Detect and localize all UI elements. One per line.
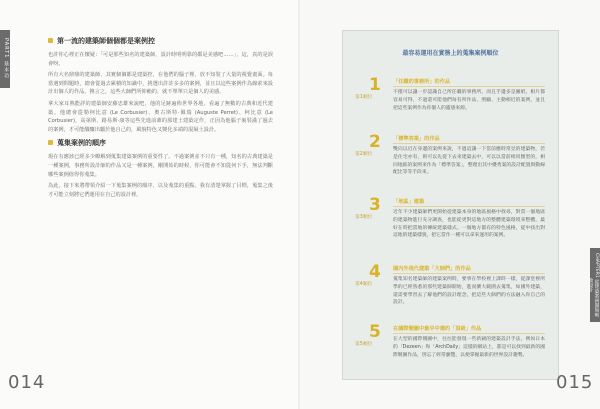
ranking-item: [343, 76, 558, 132]
section-title: 第一流的建築師個個都是案例控: [57, 37, 155, 45]
left-page-tab-text: PART1 基本功: [3, 38, 9, 80]
ranking-item: [343, 133, 558, 189]
rank-heading: 國內外現代建築「大師們」的作品: [393, 265, 545, 274]
paragraph: 為此，接下來將帶領介紹一下蒐集案例的順序，以及蒐集的重點。我有清楚掌握了目標，蒐集之後才可能立刻將它們運用在自己的設計裡。: [48, 183, 273, 198]
rank-heading: 在國際競圖中最早中選的「頂級」作品: [393, 325, 545, 334]
rank-heading: 「任職的事務所」的作品: [393, 78, 545, 87]
rank-label: 第2順位: [355, 152, 373, 157]
rank-label: 第5順位: [355, 342, 373, 347]
paragraph: 拿大家耳熟能詳的建築師安藤忠雄來說吧，他的足跡遍佈世界各地，看遍了無數的古典和近代建築。他總會從勒柯比意 (Le Corbusier)、奧古斯特·佩瑞 (Auguste Perret)、柯比意 (Le Corbusier)，高第斯、路易斯·康等這些先進前輩的那建土建築定作，正因為他腦子裏裝滿了過去的案例，才可能醞釀出屬於他自己的，風貌特色又變化多端的混凝土設計。: [48, 100, 273, 133]
section-heading: [48, 37, 273, 46]
rank-number: 3: [369, 195, 381, 215]
rank-number: 2: [369, 132, 381, 152]
left-page-content: [48, 37, 273, 202]
section-title: 蒐集案例的順序: [57, 139, 106, 148]
heading-bullet-icon: [48, 140, 53, 145]
rank-description: 不僅可以讓一步認識自己所任職的事務所，而且手邊多是圖紙，相片都容易可得，不過還可能他們每有所作品，照顧、主動相近的案例，並且把這些案例作為你個人的靈感來源。: [393, 90, 545, 111]
rank-number: 1: [369, 75, 381, 95]
rank-description: 近年不少建築師們更開始從建築本身的地區風格中找尋，對當一個地區的建築物進行充分調查，也能從更對這地方的整體建築環境來整體，最好在時把當地的傳統建築樣式。一個地方都有的特色風格，從中找出對這地的建築樣貌，把它當作一種可以拿來運用的案例。: [393, 210, 545, 239]
page-number-left: 014: [8, 372, 46, 393]
ranking-item: [343, 196, 558, 252]
right-page: [300, 0, 600, 409]
rank-label: 第1順位: [355, 95, 373, 100]
rank-label: 第3順位: [355, 215, 373, 220]
rank-number: 4: [369, 262, 381, 282]
rank-label: 第4順位: [355, 282, 373, 287]
page-number-right: 015: [556, 372, 594, 393]
rank-description: 蒐集知名建築師的建築案例時，要事在學校裡上課時一樣，從課堂裡所學的已經熟悉的那些建築師開始，進而擴大範圍去蒐集，如國外建築，還需要學習去了解他們的設計理念，把這些大師們的方法融入你自己的設計。: [393, 277, 545, 306]
heading-bullet-icon: [48, 38, 53, 43]
rank-heading: 「地區」建築: [393, 198, 545, 207]
ranking-item: [343, 323, 558, 379]
ranking-card: [342, 30, 559, 380]
paragraph: 也許你心裡正在懷疑：「可是那些知名的建築師，設計時明明靠的都是美感吧……」，這，真的是誤會呀。: [48, 52, 273, 67]
ranking-item: [343, 263, 558, 319]
right-page-tab-text: CHAPTER1 從建築案例開始吸收設計: [588, 253, 599, 317]
rank-heading: 「標準答案」的作品: [393, 135, 545, 144]
rank-description: 在大型的國際競圖中，往往能發現一些新穎的建築設計手法，例如日本的「Dezeen」和「ArchDaily」這樣的網站上，都是可以找到最新的國際競圖作品，別忘了經常瀏覽，以便掌握最新的世界設計趨勢。: [393, 337, 545, 358]
rank-description: 雙向以近在身邊的案例來說，不過這讓一下當前應時常見的建築物，若是住宅亦有，則可以先從下去來建築去中，可以以當前相同類型的，相同地區的案例來作為「標準答案」，整理出其中優秀案的設計配置與動線配比等等手段來。: [393, 147, 545, 176]
card-title: 最容易運用在實務上的蒐集案例順位: [402, 50, 499, 57]
section-heading: [48, 139, 273, 148]
paragraph: 現在有應該已經多少瞭解到蒐集建築案例的重要性了。不過案例並不只有一種，知名的古典建築是一種案例，事務所設計師的作品又是一種案例，剛開始的時候，你可能會不知從何下手，無法判斷哪些案例值得你蒐集。: [48, 154, 273, 178]
paragraph: 所有大名鼎鼎的建築師，其實個個都是建築控，在他們的腦子裡，放不知裝了大量的視覺畫面。每當遇到問題時，總會從過去累積的知識中，挑選出許許多多的案例，並且以這些案例作為線索來設計出個人的作品。換言之，這些大師們所仰賴的，就不單單只是個人的美感。: [48, 72, 273, 96]
rank-number: 5: [369, 322, 381, 342]
